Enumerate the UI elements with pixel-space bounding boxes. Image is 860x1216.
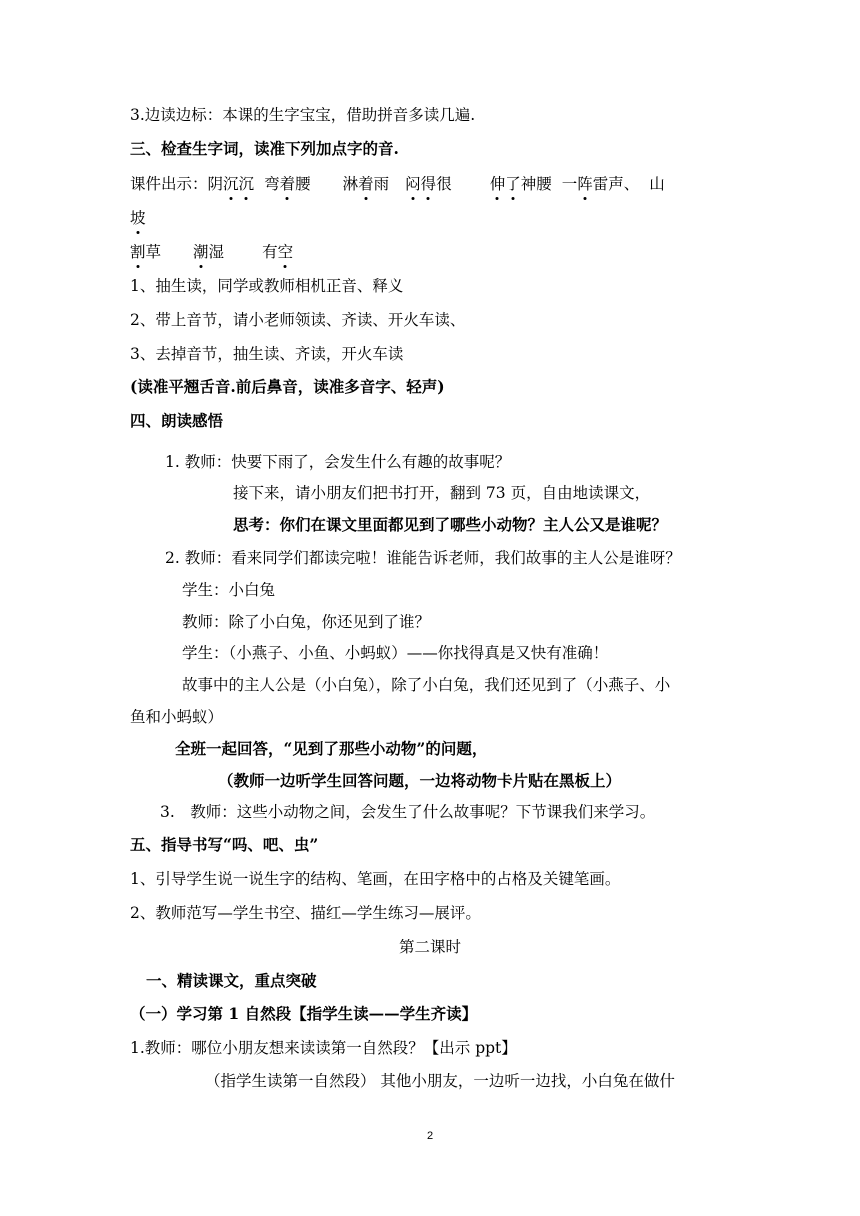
writing-step-2: 2、教师范写—学生书空、描红—学生练习—展评。 — [130, 904, 481, 922]
word-7-cont: 坡 — [130, 209, 146, 227]
word-1: 阴沉沉 — [207, 175, 255, 193]
dialogue-student-1: 学生：小白兔 — [182, 581, 276, 599]
list-item-3: 3、去掉音节，抽生读、齐读，开火车读 — [130, 345, 404, 363]
vocab-line-1 — [130, 173, 665, 195]
word-8: 割草 — [130, 243, 162, 261]
vocab-line-2 — [130, 207, 146, 229]
step-1-instruction: 接下来，请小朋友们把书打开，翻到 73 页，自由地读课文， — [233, 484, 651, 502]
summary-line: 故事中的主人公是（小白兔），除了小白兔，我们还见到了（小燕子、小 — [182, 676, 671, 694]
section-4-heading: 四、朗读感悟 — [130, 411, 224, 430]
word-2: 弯着腰 — [264, 175, 311, 193]
summary-line-cont: 鱼和小蚂蚁） — [130, 708, 224, 726]
step-2-line: 2. 教师：看来同学们都读完啦！谁能告诉老师，我们故事的主人公是谁呀？ — [165, 549, 681, 567]
class-answer-line: 全班一起回答，“见到了那些小动物”的问题， — [175, 739, 488, 758]
word-9: 潮湿 — [193, 243, 225, 261]
word-5: 伸了神腰 — [489, 175, 552, 193]
section-3-heading: 三、检查生字词，读准下列加点字的音. — [130, 139, 399, 158]
dialogue-teacher-1: 教师：除了小白兔，你还见到了谁？ — [182, 613, 431, 631]
page-number: 2 — [426, 1130, 434, 1142]
word-7: 山 — [649, 175, 665, 193]
word-3: 淋着雨 — [342, 175, 390, 193]
paragraph-1-heading: （一）学习第 1 自然段【指学生读——学生齐读】 — [130, 1004, 478, 1023]
step-3-teacher-line: 3. 教师：这些小动物之间，会发生了什么故事呢？下节课我们来学习。 — [160, 803, 656, 821]
word-4: 闷得很 — [405, 175, 452, 193]
writing-step-1: 1、引导学生说一说生字的结构、笔画，在田字格中的占格及关键笔画。 — [130, 870, 621, 888]
teacher-action-note: （教师一边听学生回答问题，一边将动物卡片贴在黑板上） — [218, 771, 622, 790]
step-1-line: 1. 教师：快要下雨了，会发生什么有趣的故事呢？ — [165, 453, 511, 471]
list-item-1: 1、抽生读，同学或教师相机正音、释义 — [130, 277, 404, 295]
list-item-2: 2、带上音节，请小老师领读、齐读、开火车读、 — [130, 311, 466, 329]
paragraph-1-instruction: （指学生读第一自然段） 其他小朋友，一边听一边找，小白兔在做什 — [205, 1072, 675, 1090]
word-10: 有空 — [262, 243, 294, 261]
section-5-heading: 五、指导书写“吗、吧、虫” — [130, 835, 319, 854]
step-1-question: 思考：你们在课文里面都见到了哪些小动物？主人公又是谁呢？ — [233, 515, 668, 534]
reading-note: (读准平翘舌音.前后鼻音，读准多音字、轻声) — [130, 377, 445, 396]
word-6: 一阵雷声、 — [561, 175, 640, 193]
vocab-line-3 — [130, 241, 293, 263]
lesson-2-section-1-heading: 一、精读课文，重点突破 — [146, 971, 317, 990]
lesson-2-title: 第二课时 — [398, 938, 461, 956]
vocab-prefix: 课件出示： — [130, 175, 208, 193]
dialogue-student-2: 学生：（小燕子、小鱼、小蚂蚁）——你找得真是又快有准确！ — [182, 644, 609, 662]
paragraph-1-step-1: 1.教师：哪位小朋友想来读读第一自然段？【出示 ppt】 — [130, 1039, 517, 1057]
step-3-line: 3.边读边标：本课的生字宝宝，借助拼音多读几遍. — [130, 106, 476, 124]
